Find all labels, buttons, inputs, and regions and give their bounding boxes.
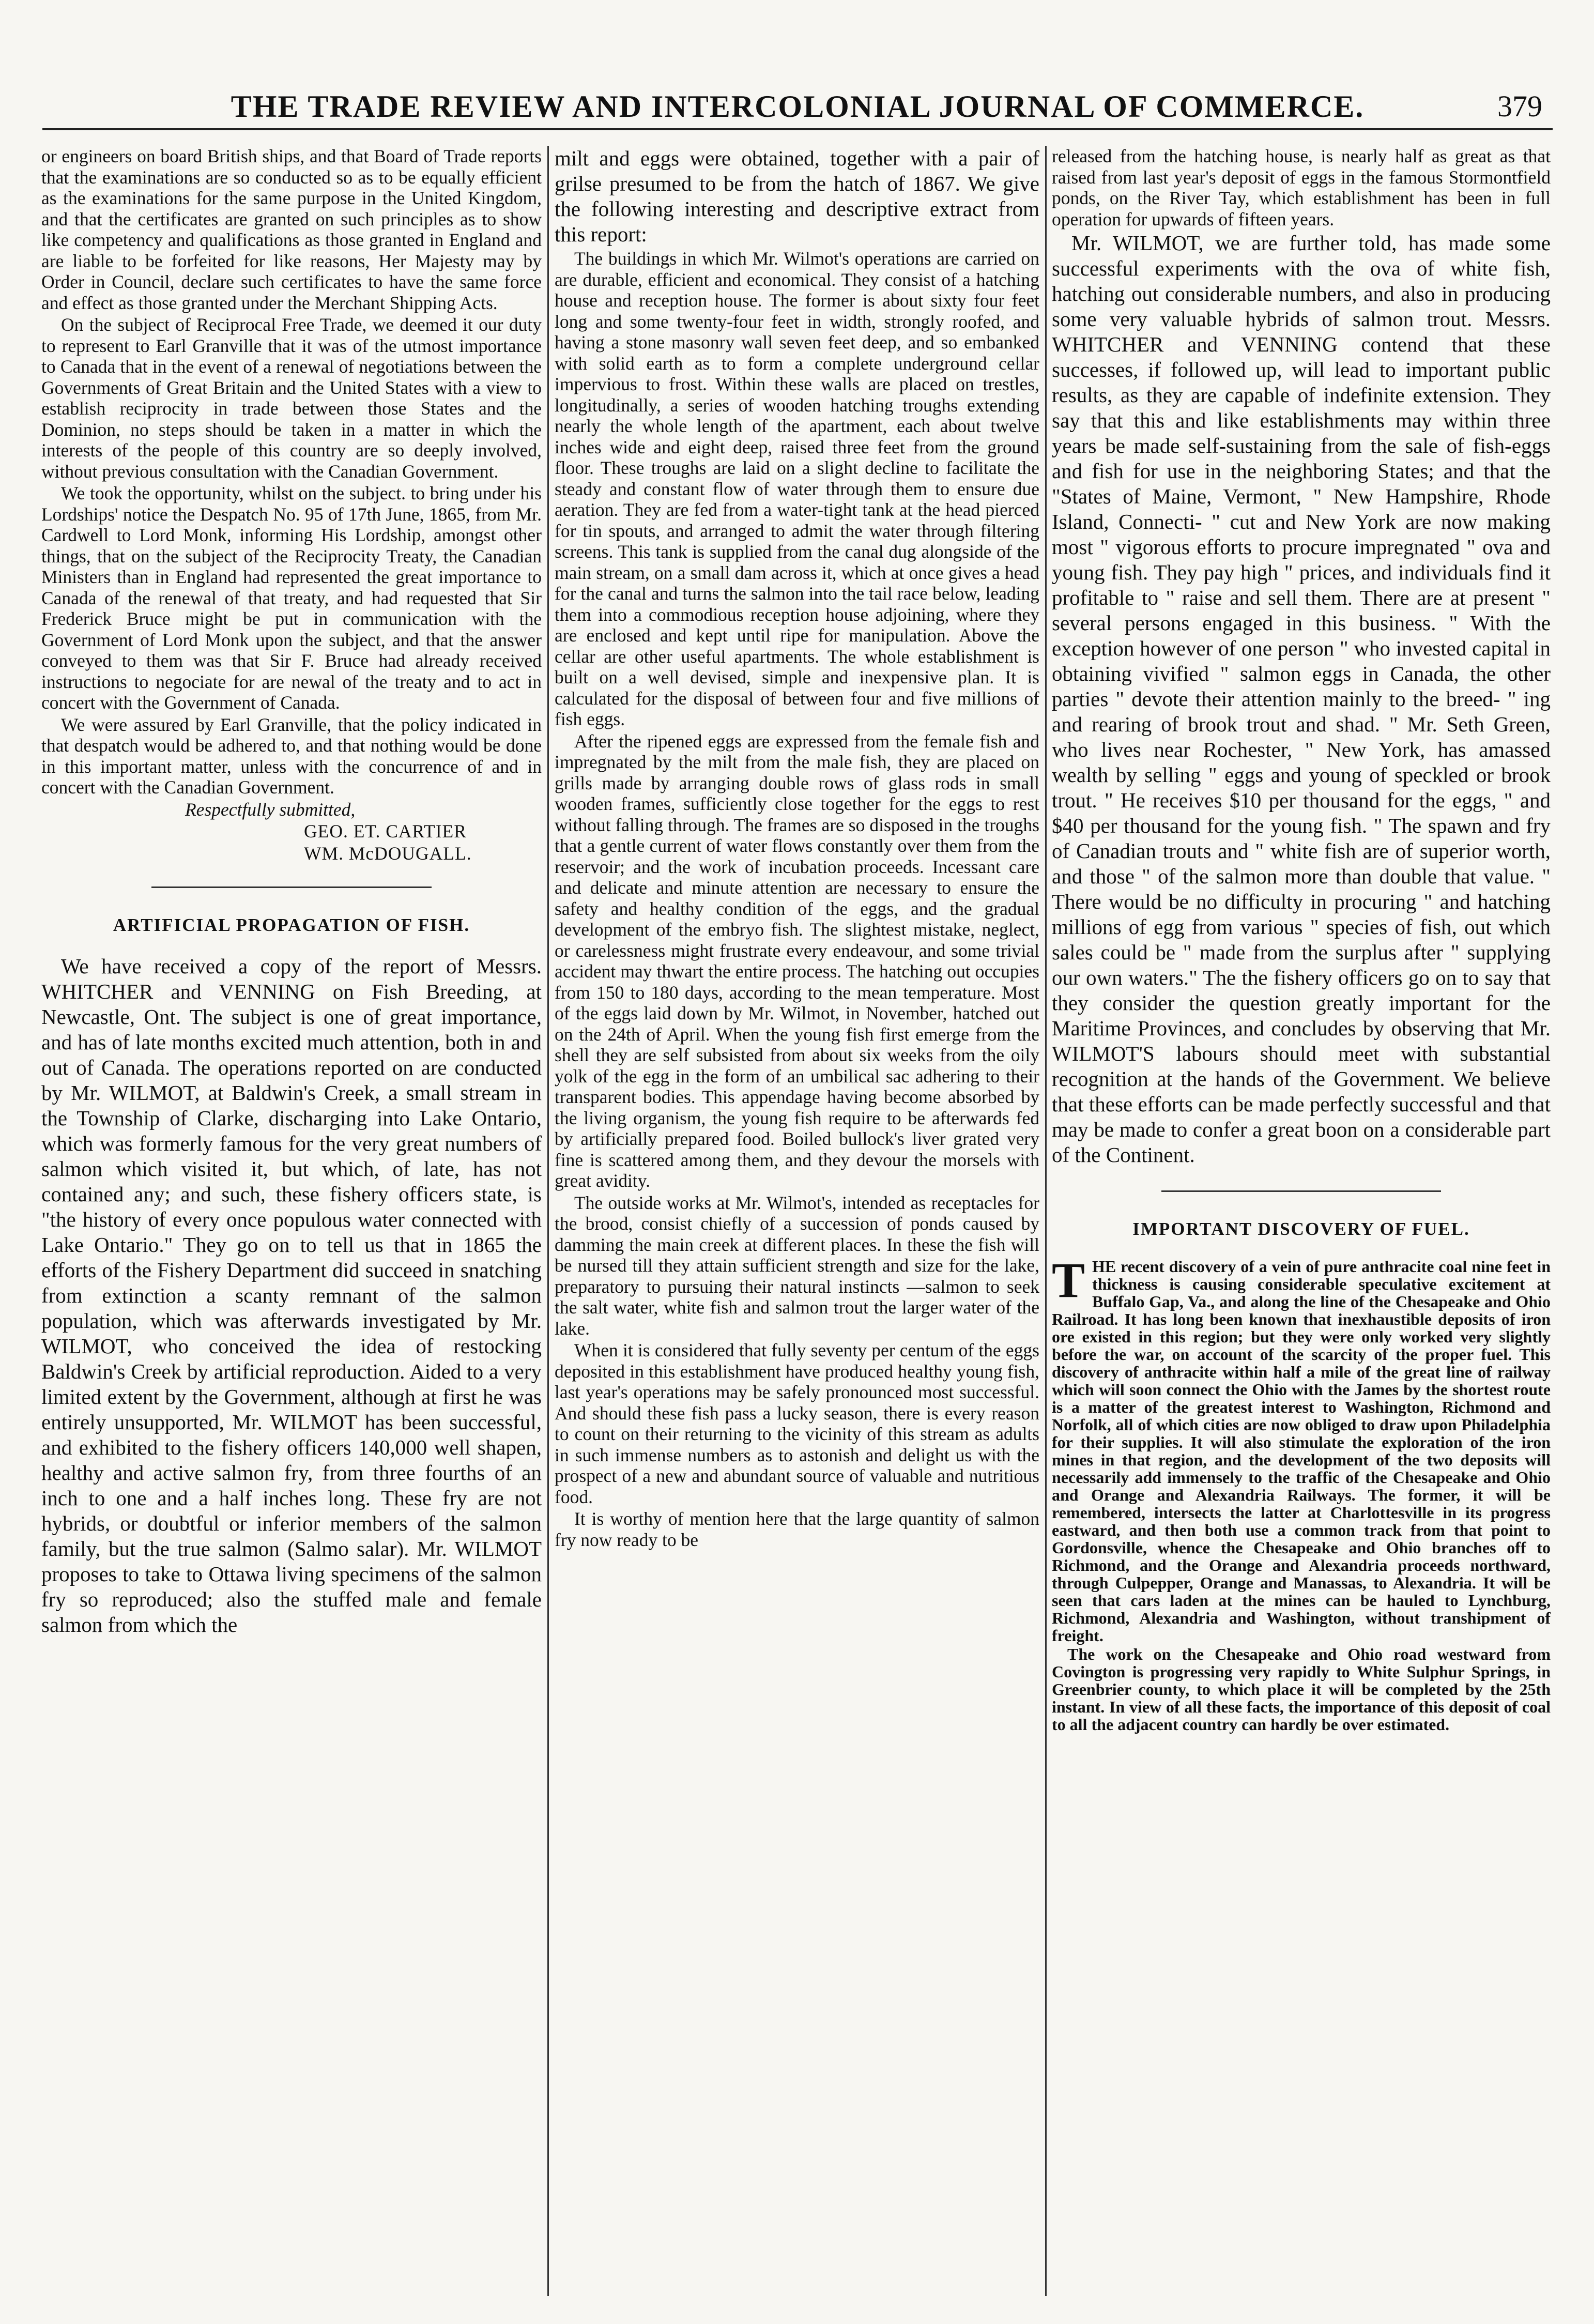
column-1: [41, 146, 542, 2296]
closing-line: Respectfully submitted,: [185, 799, 356, 820]
column-rule: [1045, 146, 1047, 2296]
section-divider: [1161, 1190, 1440, 1192]
signatory: WM. McDOUGALL.: [304, 843, 472, 864]
article-paragraph: When it is considered that fully seventy per centum of the eggs deposited in this establishment have produced healthy young fish, last year's operations may be safely pronounced most successful. And should these fish pass a lucky season, there is every reason to count on their returning to the vicinity of this stream as adults in such immense numbers as to astonish and delight us with the prospect of a new and abundant source of valuable and nutritious food.: [555, 1340, 1039, 1507]
fish-article: [41, 954, 542, 1638]
article-paragraph: After the ripened eggs are expressed from the female fish and impregnated by the milt from the male fish, they are placed on grills made by arranging double rows of glass rods in small wooden frames, sufficiently close together for the eggs to rest without falling through. The frames are so disposed in the troughs that a gentle current of water flows constantly over them from the reservoir; and the work of incubation proceeds. Incessant care and delicate and minute attention are necessary to ensure the safety and healthy condition of the eggs, and the gradual development of the embryo fish. The slightest mistake, neglect, or carelessness might frustrate every endeavour, and some trivial accident may thwart the entire process. The hatching out occupies from 150 to 180 days, according to the mean temperature. Most of the eggs laid down by Mr. Wilmot, in November, hatched out on the 24th of April. When the young fish first emerge from the shell they are self subsisted from about six weeks from the oily yolk of the egg in the form of an umbilical sac adhering to their transparent bodies. This appendage having become absorbed by the living organism, the young fish require to be afterwards fed by artificially prepared food. Boiled bullock's liver grated very fine is scattered among them, and they devour the morsels with great avidity.: [555, 730, 1039, 1191]
drop-cap: T: [1052, 1252, 1085, 1308]
article-paragraph: Mr. WILMOT, we are further told, has made some successful experiments with the ova of white fish, hatching out considerable numbers, and also in producing some very valuable hybrids of salmon trout. Messrs. WHITCHER and VENNING contend that these successes, if followed up, will lead to important public results, as they are capable of indefinite extension. They say that this and like establishments may within three years be made self-sustaining from the sale of fish-eggs and fish for use in the neighboring States; and that the "States of Maine, Vermont, " New Hampshire, Rhode Island, Connecti- " cut and New York are now making most " vigorous efforts to procure impregnated " ova and young fish. They pay high " prices, and individuals find it profitable to " raise and sell them. There are at present " several persons engaged in this business. " With the exception however of one person " who invested capital in obtaining vivified " salmon eggs in Canada, the other parties " devote their attention mainly to the breed- " ing and rearing of brook trout and shad. " Mr. Seth Green, who lives near Rochester, " New York, has amassed wealth by selling " eggs and young of speckled or brook trout. " He receives $10 per thousand for the eggs, " and $40 per thousand for the young fish. " The spawn and fry of Canadian trouts and " white fish are of superior worth, and those " of the salmon more than double that value. " There would be no difficulty in procuring " and hatching millions of egg from various " species of fish, out which sales could be " made from the surplus after " supplying our own waters." The the fishery officers go on to say that they consider the question greatly important for the Maritime Provinces, and concludes by observing that Mr. WILMOT'S labours should meet with substantial recognition at the hands of the Government. We believe that these efforts can be made perfectly successful and that may be made to confer a great boon on a considerable part of the Continent.: [1052, 231, 1551, 1167]
section-heading-fish: ARTIFICIAL PROPAGATION OF FISH.: [113, 915, 470, 935]
column-2: [555, 146, 1039, 2296]
article-paragraph: We were assured by Earl Granville, that the policy indicated in that despatch would be adhered to, and that nothing would be done in this important matter, unless with the concurrence of and in concert with the Canadian Government.: [41, 714, 542, 798]
signatory: GEO. ET. CARTIER: [304, 821, 467, 842]
page-number: 379: [1497, 89, 1542, 123]
article-paragraph: The buildings in which Mr. Wilmot's operations are carried on are durable, efficient and economical. They consist of a hatching house and reception house. The former is about sixty four feet long and some twenty-four feet in width, strongly roofed, and having a stone masonry wall seven feet deep, and so embanked with solid earth as to form a complete underground cellar impervious to frost. Within these walls are placed on trestles, longitudinally, a series of wooden hatching troughs extending nearly the whole length of the apartment, each about twelve inches wide and eight deep, raised three feet from the ground floor. These troughs are laid on a slight decline to facilitate the steady and constant flow of water through them to ensure due aeration. They are fed from a water-tight tank at the head pierced for tin spouts, and arranged to admit the water through filtering screens. This tank is supplied from the canal dug alongside of the main stream, on a small dam across it, which at once gives a head for the canal and turns the salmon into the tail race below, leading them into a commodious reception house adjoining, where they are enclosed and kept until ripe for manipulation. Above the cellar are other useful apartments. The whole establishment is built on a well devised, simple and inexpensive plan. It is calculated for the disposal of between four and five millions of fish eggs.: [555, 248, 1039, 729]
column-rule: [547, 146, 549, 2296]
section-heading-fuel: IMPORTANT DISCOVERY OF FUEL.: [1132, 1219, 1470, 1239]
fuel-article: [1052, 1252, 1551, 1734]
article-paragraph: The outside works at Mr. Wilmot's, intended as receptacles for the brood, consist chiefly of a succession of ponds caused by damming the main creek at different places. In these the fish will be nursed till they attain sufficient strength and size for the lake, preparatory to pursuing their natural instincts —salmon to seek the salt water, white fish and salmon trout the larger water of the lake.: [555, 1192, 1039, 1339]
article-paragraph: released from the hatching house, is nearly half as great as that raised from last year's deposit of eggs in the famous Stormontfield ponds, on the River Tay, which establishment has been in full operation for upwards of fifteen years.: [1052, 146, 1551, 230]
column-3: [1052, 146, 1551, 2296]
article-paragraph: or engineers on board British ships, and that Board of Trade reports that the examinations are so conducted so as to be equally efficient as the examinations for the same purpose in the United Kingdom, and that the certificates are granted on such principles as to show like competency and qualifications as those granted in England and are liable to be forfeited for like reasons, Her Majesty may by Order in Council, declare such certificates to have the same force and effect as those granted under the Merchant Shipping Acts.: [41, 146, 542, 313]
fish-article-continued: [1052, 231, 1551, 1168]
article-text: HE recent discovery of a vein of pure anthracite coal nine feet in thickness is causing considerable speculative excitement at Buffalo Gap, Va., and along the line of the Chesapeake and Ohio Railroad. It has long been known that inexhaustible deposits of iron ore existed in this region; but they were only worked very slightly before the war, on account of the scarcity of the proper fuel. This discovery of anthracite within half a mile of the great line of railway which will soon connect the Ohio with the James by the shortest route is a matter of the greatest interest to Washington, Richmond and Norfolk, all of which cities are now obliged to draw upon Philadelphia for their supplies. It will also stimulate the exploration of the iron mines in that region, and the development of the two deposits will necessarily add immensely to the traffic of the Chesapeake and Ohio and Orange and Alexandria Railways. The former, it will be remembered, intersects the latter at Charlottesville in its progress eastward, and then both use a common track from that point to Gordonsville, whence the Chesapeake and Ohio branches off to Richmond, and the Orange and Alexandria proceeds northward, through Culpepper, Orange and Manassas, to Alexandria. It will be seen that cars laden at the mines can be hauled to Lynchburg, Richmond, Alexandria and Washington, without transhipment of freight.: [1052, 1257, 1551, 1645]
section-divider: [151, 886, 432, 888]
article-paragraph: On the subject of Reciprocal Free Trade, we deemed it our duty to represent to Earl Granville that it was of the utmost importance to Canada that in the event of a renewal of negotiations between the Governments of Great Britain and the United States with a view to establish reciprocity in trade between those States and the Dominion, no steps should be taken in a matter in which the interests of the people of this country are so deeply involved, without previous consultation with the Canadian Government.: [41, 314, 542, 482]
article-paragraph: The work on the Chesapeake and Ohio road westward from Covington is progressing very rapidly to White Sulphur Springs, in Greenbrier county, to which place it will be completed by the 25th instant. In view of all these facts, the importance of this deposit of coal to all the adjacent country can hardly be over estimated.: [1052, 1644, 1551, 1734]
article-paragraph: [1052, 1252, 1551, 1645]
article-paragraph: It is worthy of mention here that the large quantity of salmon fry now ready to be: [555, 1508, 1039, 1550]
journal-title: THE TRADE REVIEW AND INTERCOLONIAL JOURNAL OF COMMERCE.: [231, 89, 1365, 124]
article-paragraph: We took the opportunity, whilst on the subject. to bring under his Lordships' notice the Despatch No. 95 of 17th June, 1865, from Mr. Cardwell to Lord Monk, informing His Lordship, amongst other things, that on the subject of the Reciprocity Treaty, the Canadian Ministers than in England had represented the great importance to Canada of the renewal of that treaty, and had requested that Sir Frederick Bruce might be put in communication with the Government of Lord Monk upon the subject, and that the answer conveyed to them was that Sir F. Bruce had already received instructions to negociate for are newal of the treaty and to act in concert with the Government of Canada.: [41, 483, 542, 713]
article-paragraph: We have received a copy of the report of Messrs. WHITCHER and VENNING on Fish Breeding, at Newcastle, Ont. The subject is one of great importance, and has of late months excited much attention, both in and out of Canada. The operations reported on are conducted by Mr. WILMOT, at Baldwin's Creek, a small stream in the Township of Clarke, discharging into Lake Ontario, which was formerly famous for the very great numbers of salmon which visited it, but which, of late, has not contained any; and such, these fishery officers state, is "the history of every once populous water connected with Lake Ontario." They go on to tell us that in 1865 the efforts of the Fishery Department did succeed in snatching from extinction a scanty remnant of the salmon population, which was afterwards investigated by Mr. WILMOT, who conceived the idea of restocking Baldwin's Creek by artificial reproduction. Aided to a very limited extent by the Government, although at first he was entirely unsupported, Mr. WILMOT has been successful, and exhibited to the fishery officers 140,000 well shapen, healthy and active salmon fry, from three fourths of an inch to one and a half inches long. These fry are not hybrids, or doubtful or inferior members of the salmon family, but the true salmon (Salmo salar). Mr. WILMOT proposes to take to Ottawa living specimens of the salmon fry so reproduced; also the stuffed male and female salmon from which the: [41, 954, 542, 1637]
report-intro: [555, 146, 1039, 247]
article-paragraph: milt and eggs were obtained, together with a pair of grilse presumed to be from the hatch of 1867. We give the following interesting and descriptive extract from this report:: [555, 146, 1039, 246]
page-header: [42, 87, 1553, 130]
